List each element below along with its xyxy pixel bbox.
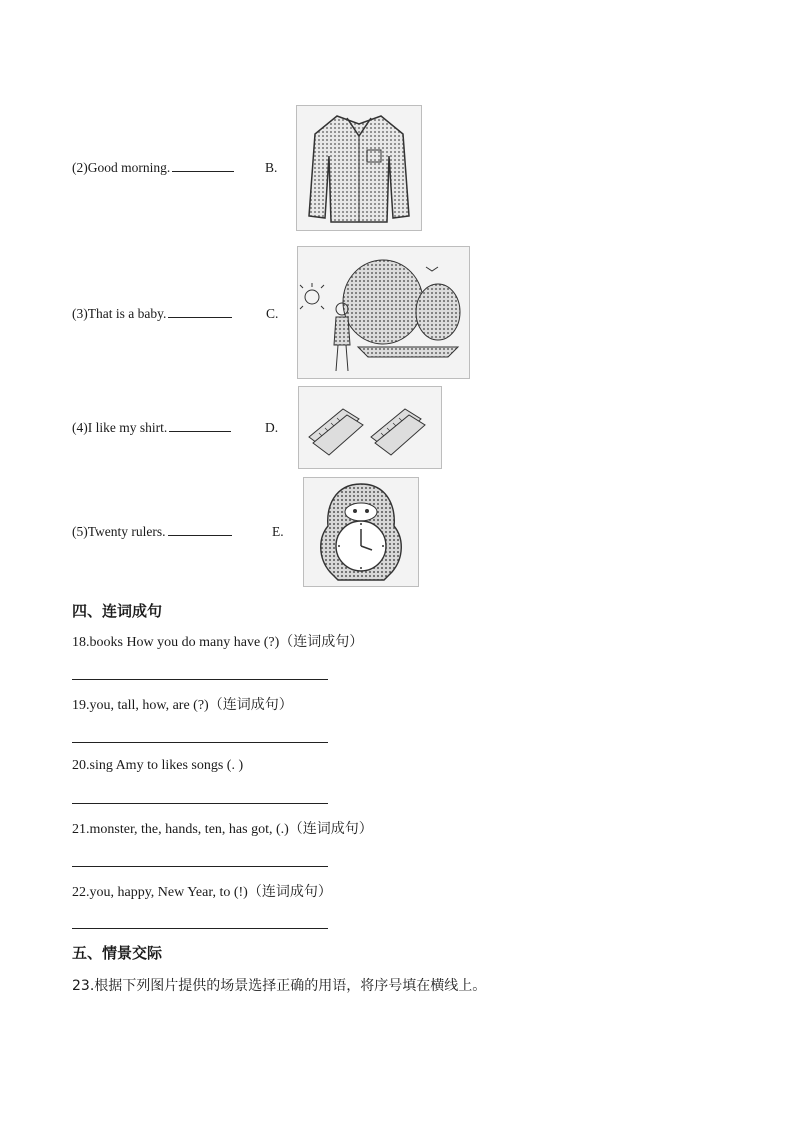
penguin-clock-icon <box>304 478 418 586</box>
question-text: 21.monster, the, hands, ten, has got, (.) <box>72 822 289 837</box>
option-label-b: B. <box>265 160 278 175</box>
question-19 <box>72 694 293 714</box>
match-item-2 <box>72 160 234 176</box>
answer-blank[interactable] <box>168 316 232 318</box>
option-label-e: E. <box>272 524 284 539</box>
match-item-text: (5)Twenty rulers. <box>72 524 166 539</box>
question-text: 22.you, happy, New Year, to (!) <box>72 885 248 900</box>
rulers-icon <box>299 387 441 468</box>
answer-blank[interactable] <box>169 430 231 432</box>
match-item-text: (4)I like my shirt. <box>72 420 168 435</box>
answer-line-22[interactable] <box>72 928 328 929</box>
question-23: 23.根据下列图片提供的场景选择正确的用语，将序号填在横线上。 <box>72 978 487 994</box>
park-scene-icon <box>298 247 469 378</box>
question-instruction: （连词成句） <box>279 634 364 650</box>
question-text: 19.you, tall, how, are (?) <box>72 698 209 713</box>
park-scene-picture <box>297 246 470 379</box>
question-instruction: （连词成句） <box>288 821 373 837</box>
section-title-connect-words: 四、连词成句 <box>72 602 163 620</box>
match-item-3 <box>72 306 232 322</box>
question-text: 18.books How you do many have (?) <box>72 635 280 650</box>
answer-blank[interactable] <box>172 170 234 172</box>
section-title-situational-dialogue: 五、情景交际 <box>72 944 163 962</box>
answer-line-18[interactable] <box>72 679 328 680</box>
question-20 <box>72 757 243 774</box>
match-item-text: (2)Good morning. <box>72 160 171 175</box>
shirt-picture <box>296 105 422 231</box>
match-item-4 <box>72 420 231 436</box>
answer-line-21[interactable] <box>72 866 328 867</box>
match-item-text: (3)That is a baby. <box>72 306 167 321</box>
penguin-clock-picture <box>303 477 419 587</box>
question-instruction: （连词成句） <box>247 884 332 900</box>
answer-blank[interactable] <box>168 534 232 536</box>
question-18 <box>72 631 363 651</box>
question-instruction: （连词成句） <box>208 697 293 713</box>
option-label-d: D. <box>265 420 279 435</box>
shirt-icon <box>297 106 421 230</box>
match-item-5 <box>72 524 232 540</box>
rulers-picture <box>298 386 442 469</box>
answer-line-19[interactable] <box>72 742 328 743</box>
option-label-c: C. <box>266 306 279 321</box>
question-22 <box>72 881 332 901</box>
question-text: 20.sing Amy to likes songs (. ) <box>72 758 244 773</box>
question-21 <box>72 818 373 838</box>
answer-line-20[interactable] <box>72 803 328 804</box>
